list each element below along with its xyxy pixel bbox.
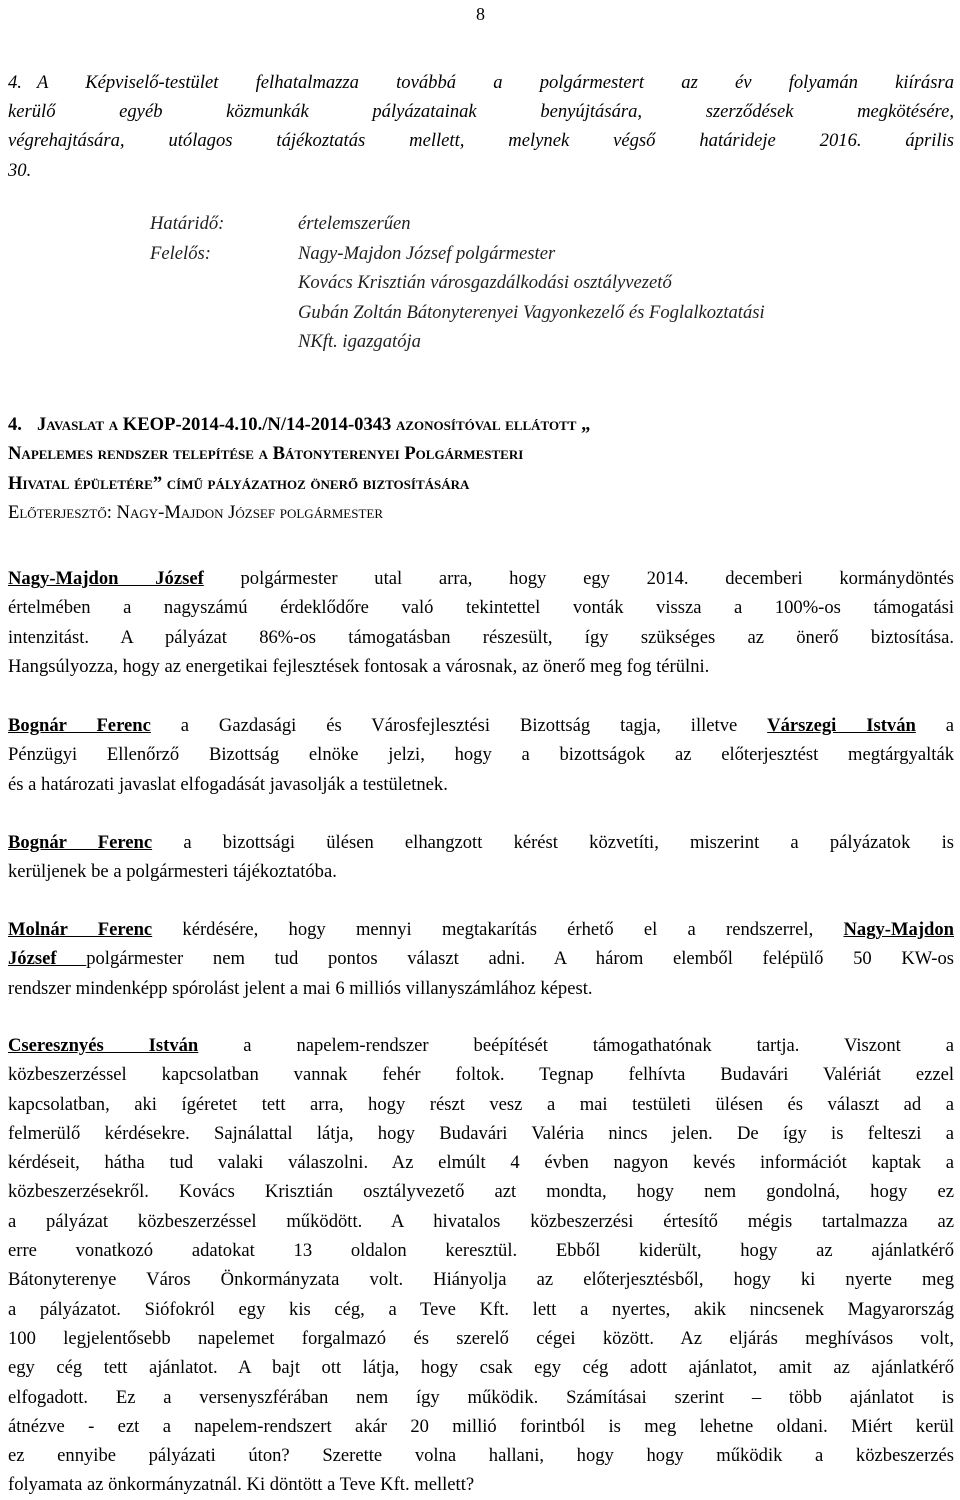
speaker-name: Bognár Ferenc <box>8 715 151 736</box>
heading-line-1: 4. Javaslat a KEOP-2014-4.10./N/14-2014-0343 azonosítóval ellátott „ <box>8 410 954 439</box>
intro-line-2: kerülő egyéb közmunkák pályázatainak benyújtására, szerződések megkötésére, <box>8 101 954 123</box>
responsible-person-3: Gubán Zoltán Bátonyterenyei Vagyonkezelő és Foglalkoztatási <box>298 301 765 323</box>
speaker-name: Cseresznyés István <box>8 1035 199 1056</box>
responsible-label: Felelős: <box>150 242 211 264</box>
heading-line-2: Napelemes rendszer telepítése a Bátonyterenyei Polgármesteri <box>8 443 524 465</box>
page-number: 8 <box>476 4 485 24</box>
intro-line-1: 4. A Képviselő-testület felhatalmazza továbbá a polgármestert az év folyamán kiírásra <box>8 68 954 97</box>
resolution-item-4 <box>8 68 954 185</box>
responsible-person-2: Kovács Krisztián városgazdálkodási osztályvezető <box>298 272 672 293</box>
paragraph-4: Molnár Ferenc kérdésére, hogy mennyi megtakarítás érhető el a rendszerrel, Nagy-Majdon József polgármester nem tud pontos választ adni. A három elemből felépülő 50 KW-os rendszer mindenképp spórolást jelent a mai 6 milliós villanyszámlához képest. <box>8 919 954 999</box>
speaker-name: Nagy-Majdon József <box>8 568 204 589</box>
agenda-heading <box>8 410 954 527</box>
speaker-name-2: Várszegi István <box>767 715 916 736</box>
responsible-person-3-cont: NKft. igazgatója <box>298 331 421 352</box>
deadline-value: értelemszerűen <box>298 213 411 234</box>
speaker-name-2-cont: József <box>8 948 87 970</box>
paragraph-5: Cseresznyés István a napelem-rendszer beépítését támogathatónak tartja. Viszont a közbeszerzéssel kapcsolatban vannak fehér foltok. Tegnap felhívta Budavári Valériát ezzel kapcsolatban, aki ígéretet tett arra, hogy részt vesz a mai testületi ülésen és választ ad a felmerülő kérdésekre. Sajnálattal látja, hogy Budavári Valéria nincs jelen. De így is felteszi a kérdéseit, hátha tud valaki válaszolni. Az elmúlt 4 évben nagyon kevés információt kaptak a közbeszerzésekről. Kovács Krisztián osztályvezető azt mondta, hogy nem gondolná, hogy ez a pályázat közbeszerzéssel működött. A hivatalos közbeszerzési értesítő mégis tartalmazza az erre vonatkozó adatokat 13 oldalon keresztül. Ebből kiderült, hogy az ajánlatkérő Bátonyterenye Város Önkormányzata volt. Hiányolja az előterjesztésből, hogy ki nyerte meg a pályázatot. Siófokról egy kis cég, a Teve Kft. lett a nyertes, akik nincsenek Magyarország 100 legjelentősebb napelemet forgalmazó és szerelő cégei között. Az eljárás meghívásos volt, egy cég tett ajánlatot. A bajt ott látja, hogy csak egy cég adott ajánlatot, amit az ajánlatkérő elfogadott. Ez a versenyszférában nem így működik. Számításai szerint – több ajánlatot is átnézve - ezt a napelem-rendszert akár 20 millió forintból is meg lehetne oldani. Miért kerül ez ennyibe pályázati úton? Szerette volna hallani, hogy hogy működik a közbeszerzés folyamata az önkormányzatnál. Ki döntött a Teve Kft. mellett? <box>8 1035 954 1496</box>
responsible-person-1: Nagy-Majdon József polgármester <box>298 242 556 264</box>
paragraph-2: Bognár Ferenc a Gazdasági és Városfejlesztési Bizottság tagja, illetve Várszegi István a Pénzügyi Ellenőrző Bizottság elnöke jelzi, hogy a bizottságok az előterjesztést megtárgyalták és a határozati javaslat elfogadását javasolják a testületnek. <box>8 715 955 795</box>
intro-line-3: végrehajtására, utólagos tájékoztatás mellett, melynek végső határideje 2016. április <box>8 130 954 152</box>
responsibility-block <box>150 209 950 357</box>
speaker-name: Bognár Ferenc <box>8 832 153 853</box>
speaker-name-2: Nagy-Majdon <box>843 919 954 940</box>
intro-number: 4. <box>8 72 22 93</box>
intro-line-4: 30. <box>8 159 32 181</box>
paragraph-3: Bognár Ferenc a bizottsági ülésen elhangzott kérést közvetíti, miszerint a pályázatok is kerüljenek be a polgármesteri tájékoztatóba. <box>8 832 954 883</box>
deadline-label: Határidő: <box>150 213 225 234</box>
presenter-line: Előterjesztő: Nagy-Majdon József polgármester <box>8 501 384 523</box>
speaker-name: Molnár Ferenc <box>8 919 153 940</box>
heading-line-3: Hivatal épületére” című pályázathoz önerő biztosítására <box>8 472 470 494</box>
paragraph-1: Nagy-Majdon József polgármester utal arra, hogy egy 2014. decemberi kormánydöntés értelmében a nagyszámú érdeklődőre való tekintettel vonták vissza a 100%-os támogatási intenzitást. A pályázat 86%-os támogatásban részesült, így szükséges az önerő biztosítása. Hangsúlyozza, hogy az energetikai fejlesztések fontosak a városnak, az önerő meg fog térülni. <box>8 568 954 677</box>
heading-number: 4. <box>8 414 22 435</box>
